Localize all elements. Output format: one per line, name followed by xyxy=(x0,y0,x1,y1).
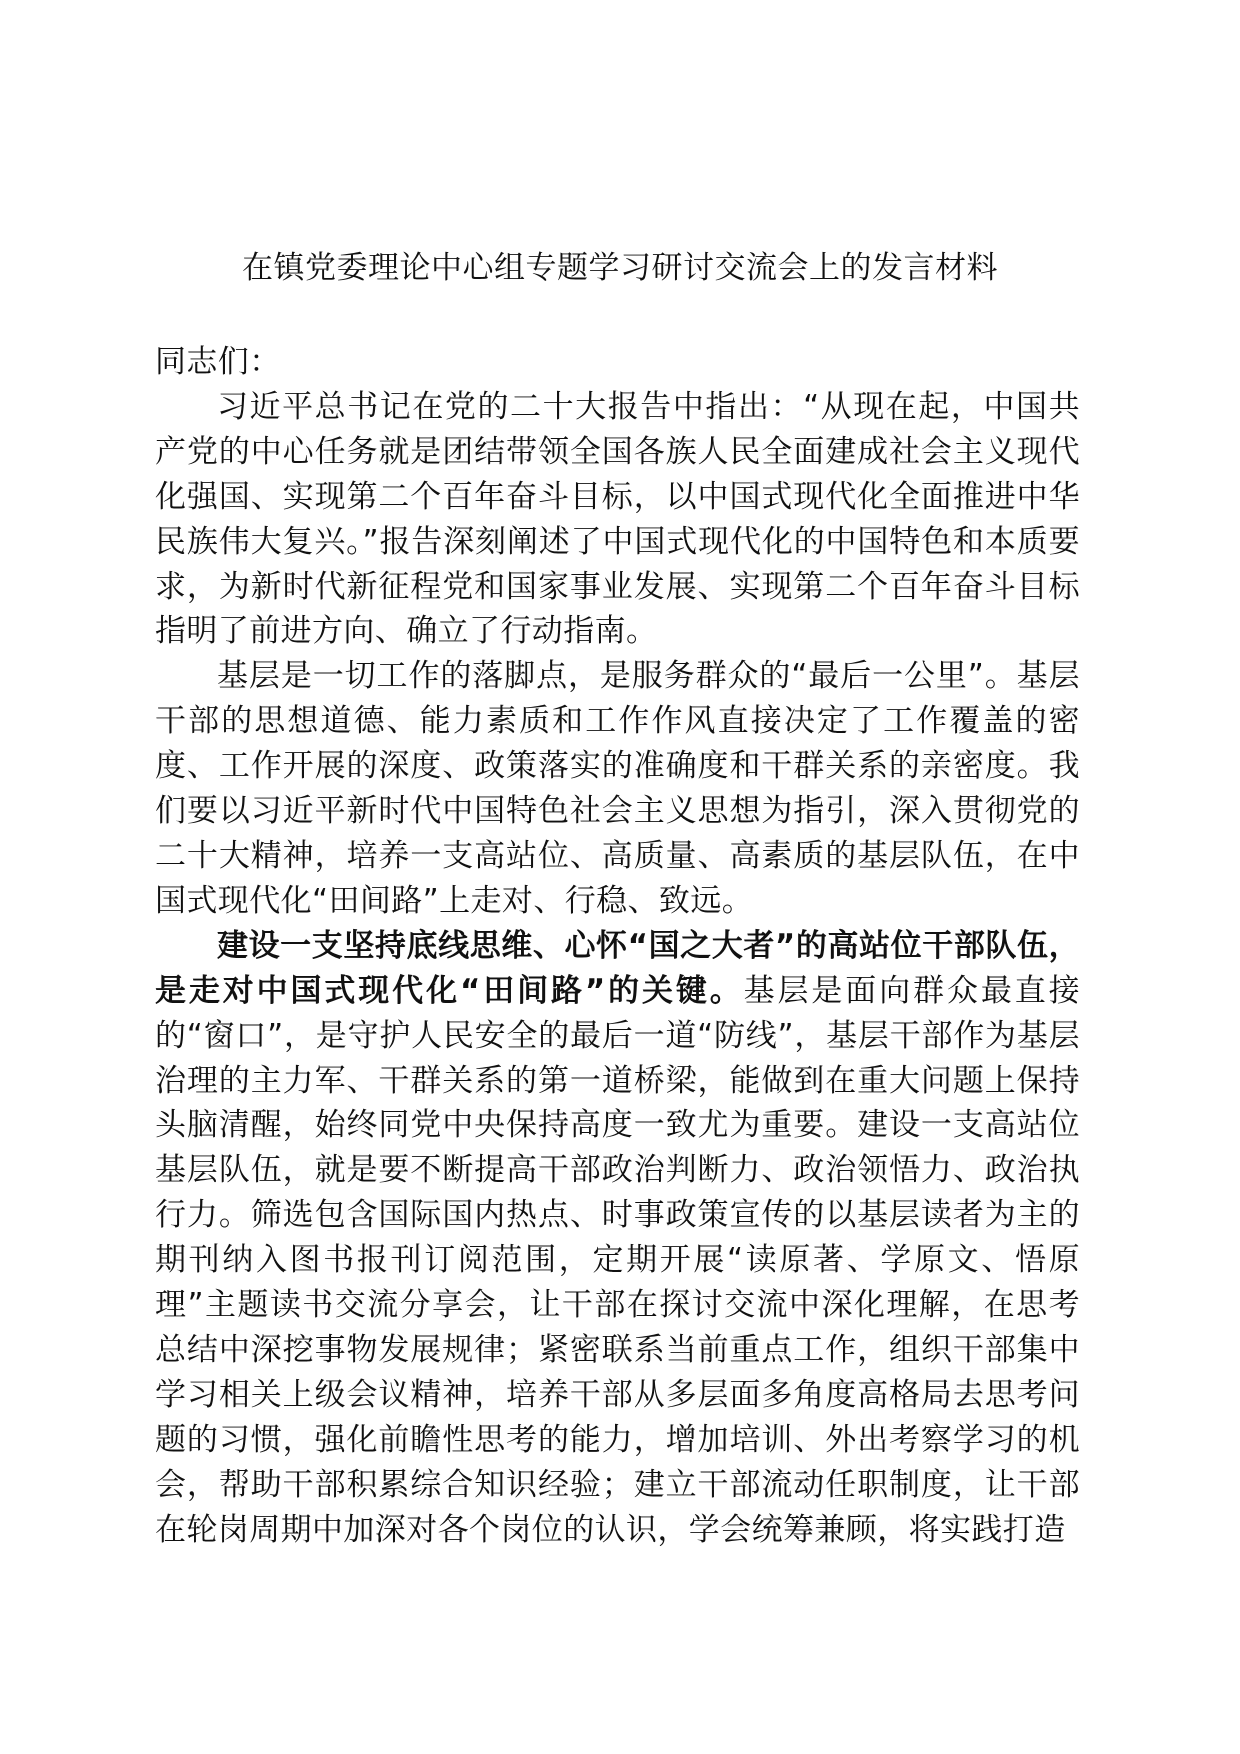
salutation: 同志们： xyxy=(155,344,281,380)
paragraph-3-bold-lead: 建设一支坚持底线思维、心怀“国之大者”的高站位干部队伍，是走对中国式现代化“田间路”的关键。 xyxy=(155,927,1080,1009)
paragraph-2-text: 基层是一切工作的落脚点，是服务群众的“最后一公里”。基层干部的思想道德、能力素质和工作作风直接决定了工作覆盖的密度、工作开展的深度、政策落实的准确度和干群关系的亲密度。我们要以习近平新时代中国特色社会主义思想为指引，深入贯彻党的二十大精神，培养一支高站位、高质量、高素质的基层队伍，在中国式现代化“田间路”上走对、行稳、致远。 xyxy=(155,658,1080,919)
document-body xyxy=(155,340,1080,1552)
paragraph-3-text: 基层是面向群众最直接的“窗口”，是守护人民安全的最后一道“防线”，基层干部作为基层治理的主力军、干群关系的第一道桥梁，能做到在重大问题上保持头脑清醒，始终同党中央保持高度一致尤为重要。建设一支高站位基层队伍，就是要不断提高干部政治判断力、政治领悟力、政治执行力。筛选包含国际国内热点、时事政策宣传的以基层读者为主的期刊纳入图书报刊订阅范围，定期开展“读原著、学原文、悟原理”主题读书交流分享会，让干部在探讨交流中深化理解，在思考总结中深挖事物发展规律；紧密联系当前重点工作，组织干部集中学习相关上级会议精神，培养干部从多层面多角度高格局去思考问题的习惯，强化前瞻性思考的能力，增加培训、外出考察学习的机会，帮助干部积累综合知识经验；建立干部流动任职制度，让干部在轮岗周期中加深对各个岗位的认识，学会统筹兼顾，将实践打造 xyxy=(155,972,1081,1548)
paragraph-3 xyxy=(155,924,1080,1553)
paragraph-2 xyxy=(155,654,1080,923)
document-title: 在镇党委理论中心组专题学习研讨交流会上的发言材料 xyxy=(242,250,998,286)
paragraph-1 xyxy=(155,385,1080,654)
paragraph-1-text: 习近平总书记在党的二十大报告中指出：“从现在起，中国共产党的中心任务就是团结带领全国各族人民全面建成社会主义现代化强国、实现第二个百年奋斗目标，以中国式现代化全面推进中华民族伟大复兴。”报告深刻阐述了中国式现代化的中国特色和本质要求，为新时代新征程党和国家事业发展、实现第二个百年奋斗目标指明了前进方向、确立了行动指南。 xyxy=(155,388,1080,650)
